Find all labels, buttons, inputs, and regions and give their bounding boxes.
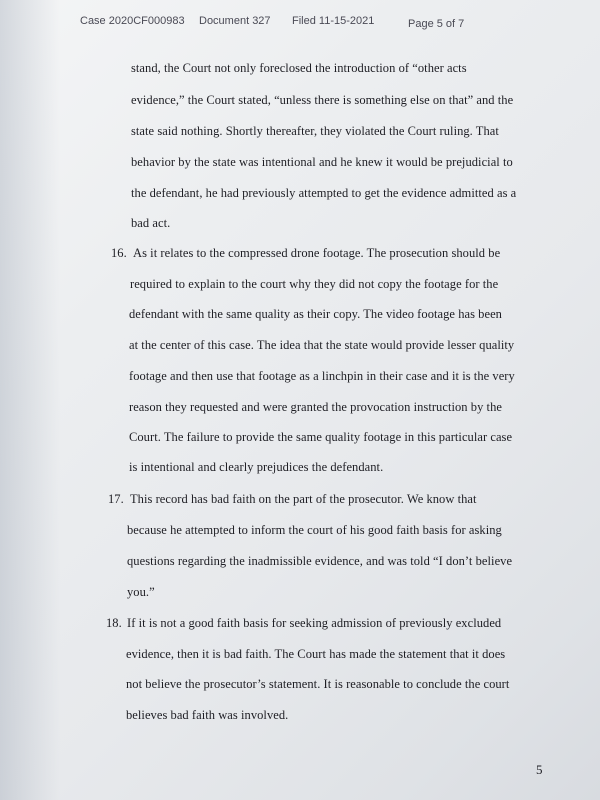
text-line: not believe the prosecutor’s statement. It is reasonable to conclude the court [126,677,510,691]
text-line: the defendant, he had previously attempted to get the evidence admitted as a [131,186,517,200]
text-line: required to explain to the court why they did not copy the footage for the [130,277,499,291]
text-line: bad act. [131,216,171,230]
paragraph-number: 16. [111,246,127,260]
text-line: If it is not a good faith basis for seeking admission of previously excluded [127,616,502,630]
text-line: defendant with the same quality as their copy. The video footage has been [129,307,502,321]
text-line: at the center of this case. The idea that the state would provide lesser quality [129,338,515,352]
case-number: Case 2020CF000983 [80,15,185,27]
text-line: believes bad faith was involved. [126,708,289,722]
text-line: Court. The failure to provide the same quality footage in this particular case [129,430,513,444]
text-line: evidence,” the Court stated, “unless there is something else on that” and the [131,93,514,107]
text-line: is intentional and clearly prejudices the defendant. [129,460,384,474]
page-count: Page 5 of 7 [408,18,465,30]
text-line: because he attempted to inform the court of his good faith basis for asking [127,523,502,537]
text-line: reason they requested and were granted the provocation instruction by the [129,400,502,414]
text-line: This record has bad faith on the part of the prosecutor. We know that [130,492,477,506]
text-line: questions regarding the inadmissible evidence, and was told “I don’t believe [127,554,513,568]
filed-date: Filed 11-15-2021 [292,15,375,27]
text-line: footage and then use that footage as a linchpin in their case and it is the very [129,369,515,383]
paragraph-number: 17. [108,492,124,506]
text-line: state said nothing. Shortly thereafter, they violated the Court ruling. That [131,124,499,138]
text-line: you.” [127,585,155,599]
document-number: Document 327 [199,15,271,27]
text-line: evidence, then it is bad faith. The Court has made the statement that it does [126,647,506,661]
text-line: behavior by the state was intentional and he knew it would be prejudicial to [131,155,513,169]
page-number: 5 [536,762,543,777]
text-line: As it relates to the compressed drone footage. The prosecution should be [133,246,501,260]
text-line: stand, the Court not only foreclosed the introduction of “other acts [131,61,467,75]
court-filing-header [0,15,600,35]
paragraph-number: 18. [106,616,122,630]
